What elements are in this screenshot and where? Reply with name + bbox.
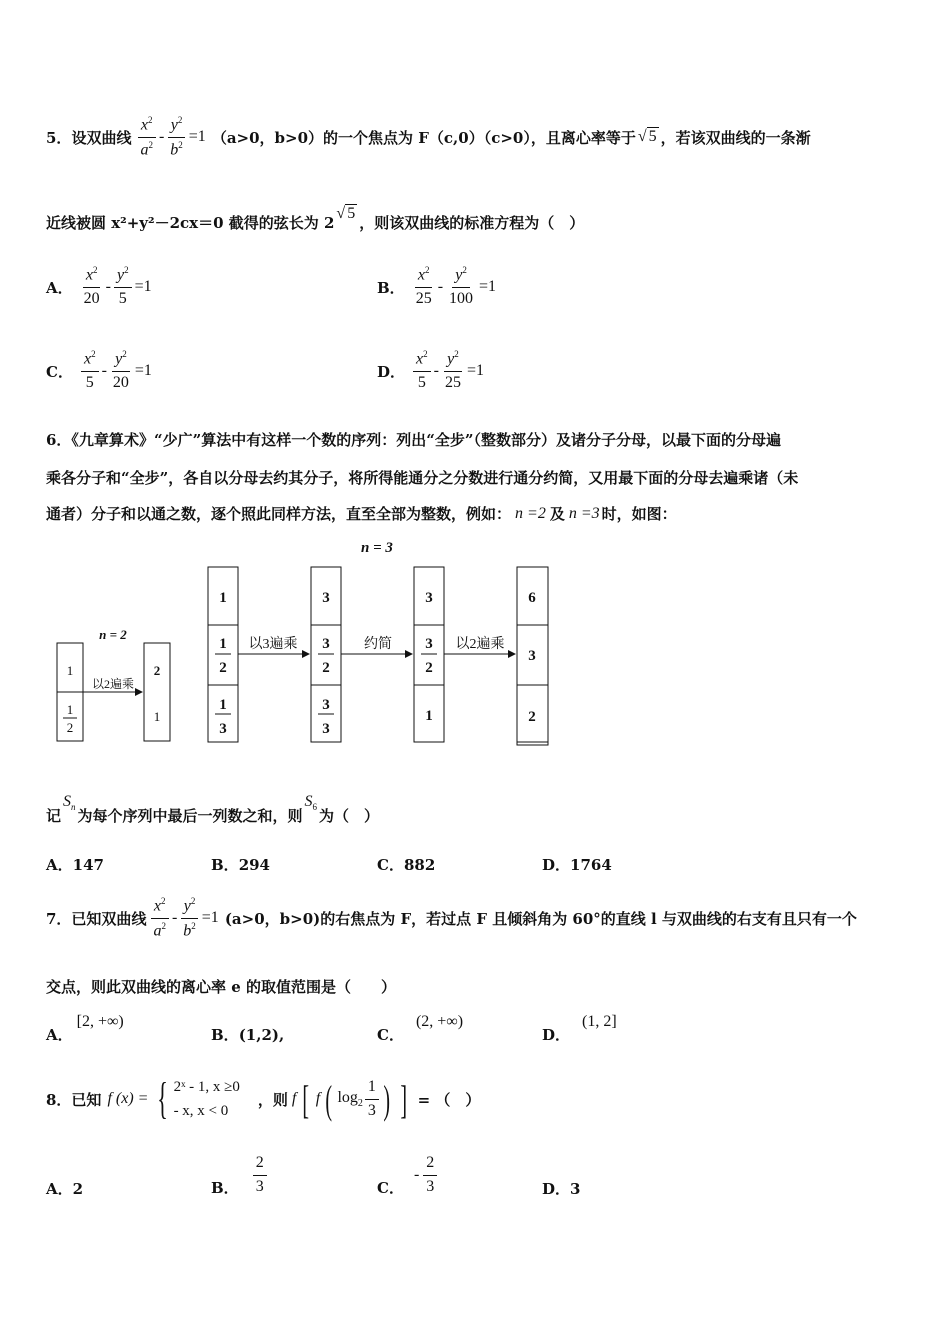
svg-text:1: 1: [219, 636, 227, 652]
n2-right-box: [144, 643, 170, 741]
q5-tail: ，若该双曲线的一条渐: [660, 128, 811, 147]
svg-text:2: 2: [153, 663, 161, 678]
q7-option-c[interactable]: C．(2, +∞): [377, 1013, 464, 1044]
q8-line: 8．已知 f (x) = { 2ˣ - 1, x ≥0 - x, x < 0 ，则 f [ f ( $\log_2$ $\frac{1}{3}$ ) ] = （ ）: [46, 1074, 481, 1123]
svg-text:3: 3: [322, 590, 330, 606]
svg-text:约简: 约简: [364, 637, 392, 652]
svg-text:3: 3: [219, 721, 227, 737]
svg-text:2: 2: [528, 709, 536, 725]
n2-title: n = 2: [99, 627, 127, 642]
q5-sqrt5-b: √ 5: [336, 205, 356, 222]
q5-option-b[interactable]: B． $\frac{x^2}{25}$ - $\frac{y^2}{100}$ =1: [377, 265, 497, 308]
q6-option-a[interactable]: A．147: [46, 856, 104, 874]
s6-symbol: $S_6$: [304, 793, 318, 813]
svg-text:1: 1: [66, 702, 74, 717]
svg-text:1: 1: [66, 663, 74, 678]
svg-text:2: 2: [322, 660, 330, 676]
q5-hyperbola-equation: $\frac{x^2}{a^2}$ - $\frac{y^2}{b^2}$ =1: [137, 115, 205, 159]
q6-line3: 通者）分子和以通之数，逐个照此同样方法，直至全部为整数，例如： n =2 及 n =3 时，如图：: [46, 504, 677, 523]
q5-lead: 设双曲线: [71, 128, 132, 147]
q5-line2: 近线被圆 x²+y²－2cx＝0 截得的弦长为 2 √ 5 ，则该双曲线的标准方程为（ ）: [46, 205, 585, 232]
svg-text:1: 1: [219, 590, 227, 606]
q8-case1: 2ˣ - 1, x ≥0: [173, 1079, 240, 1095]
q5-sqrt5: √ 5: [637, 128, 657, 145]
svg-text:3: 3: [528, 648, 536, 664]
sn-symbol: $S_n$: [63, 793, 76, 813]
q6-option-b[interactable]: B．294: [211, 856, 270, 874]
q7-line1: 7．已知双曲线 $\frac{x^2}{a^2}$ - $\frac{y^2}{b^2}$ =1 (a>0，b>0)的右焦点为 F，若过点 F 且倾斜角为 60°的直线 l 与双曲线的右支有且只有一个: [46, 895, 857, 939]
q8-option-c[interactable]: C． - $\frac{2}{3}$: [377, 1150, 437, 1200]
svg-text:1: 1: [153, 709, 161, 724]
q7-option-b[interactable]: B．(1,2),: [211, 1026, 285, 1044]
svg-text:1: 1: [425, 708, 433, 724]
q7-hyperbola-equation: $\frac{x^2}{a^2}$ - $\frac{y^2}{b^2}$ =1: [150, 896, 218, 940]
svg-text:3: 3: [322, 636, 330, 652]
q8-composite: f [ f ( $\log_2$ $\frac{1}{3}$ ) ]: [291, 1076, 408, 1122]
q8-option-d[interactable]: D．3: [542, 1180, 581, 1198]
n3-title: n = 3: [361, 540, 393, 556]
q6-option-d[interactable]: D．1764: [542, 856, 612, 874]
q5-condition: （a>0，b>0）的一个焦点为 F（c,0）（c>0），且离心率等于: [211, 128, 636, 147]
q6-ask: 记 $S_n$ 为每个序列中最后一列数之和，则 $S_6$ 为（ ）: [46, 793, 380, 825]
svg-text:1: 1: [219, 697, 227, 713]
q8-option-a[interactable]: A．2: [46, 1180, 84, 1198]
svg-text:以2遍乘: 以2遍乘: [455, 637, 505, 652]
svg-text:3: 3: [322, 721, 330, 737]
q5-option-d[interactable]: D． $\frac{x^2}{5}$ - $\frac{y^2}{25}$ =1: [377, 349, 484, 392]
svg-text:2: 2: [219, 660, 227, 676]
svg-text:2: 2: [425, 660, 433, 676]
svg-text:3: 3: [322, 697, 330, 713]
q5-number: 5．: [46, 128, 72, 147]
q6-line1: 6．《九章算术》“少广”算法中有这样一个数的序列：列出“全步”（整数部分）及诸分子分母，以最下面的分母遍: [46, 431, 781, 449]
svg-text:6: 6: [528, 590, 536, 606]
q8-piecewise: { 2ˣ - 1, x ≥0 - x, x < 0: [157, 1074, 240, 1123]
svg-text:以2遍乘: 以2遍乘: [91, 677, 135, 691]
svg-text:3: 3: [425, 636, 433, 652]
q8-case2: - x, x < 0: [173, 1103, 229, 1119]
svg-text:2: 2: [66, 720, 74, 735]
q6-figure: [0, 530, 950, 760]
q7-option-d[interactable]: D．(1, 2]: [542, 1013, 617, 1044]
q7-option-a[interactable]: A．[2, +∞): [46, 1013, 124, 1044]
q6-line2: 乘各分子和“全步”，各自以分母去约其分子，将所得能通分之分数进行通分约简，又用最下面的分母去遍乘诸（未: [46, 469, 799, 487]
q5-line1: [46, 108, 811, 166]
q7-line2: 交点，则此双曲线的离心率 e 的取值范围是（ ）: [46, 978, 396, 996]
q6-option-c[interactable]: C．882: [377, 856, 436, 874]
q8-option-b[interactable]: B． $\frac{2}{3}$: [211, 1150, 267, 1200]
q5-option-a[interactable]: A． $\frac{x^2}{20}$ - $\frac{y^2}{5}$ =1: [46, 265, 152, 308]
q5-option-c[interactable]: C． $\frac{x^2}{5}$ - $\frac{y^2}{20}$ =1: [46, 349, 152, 392]
svg-text:以3遍乘: 以3遍乘: [248, 637, 298, 652]
svg-text:3: 3: [425, 590, 433, 606]
